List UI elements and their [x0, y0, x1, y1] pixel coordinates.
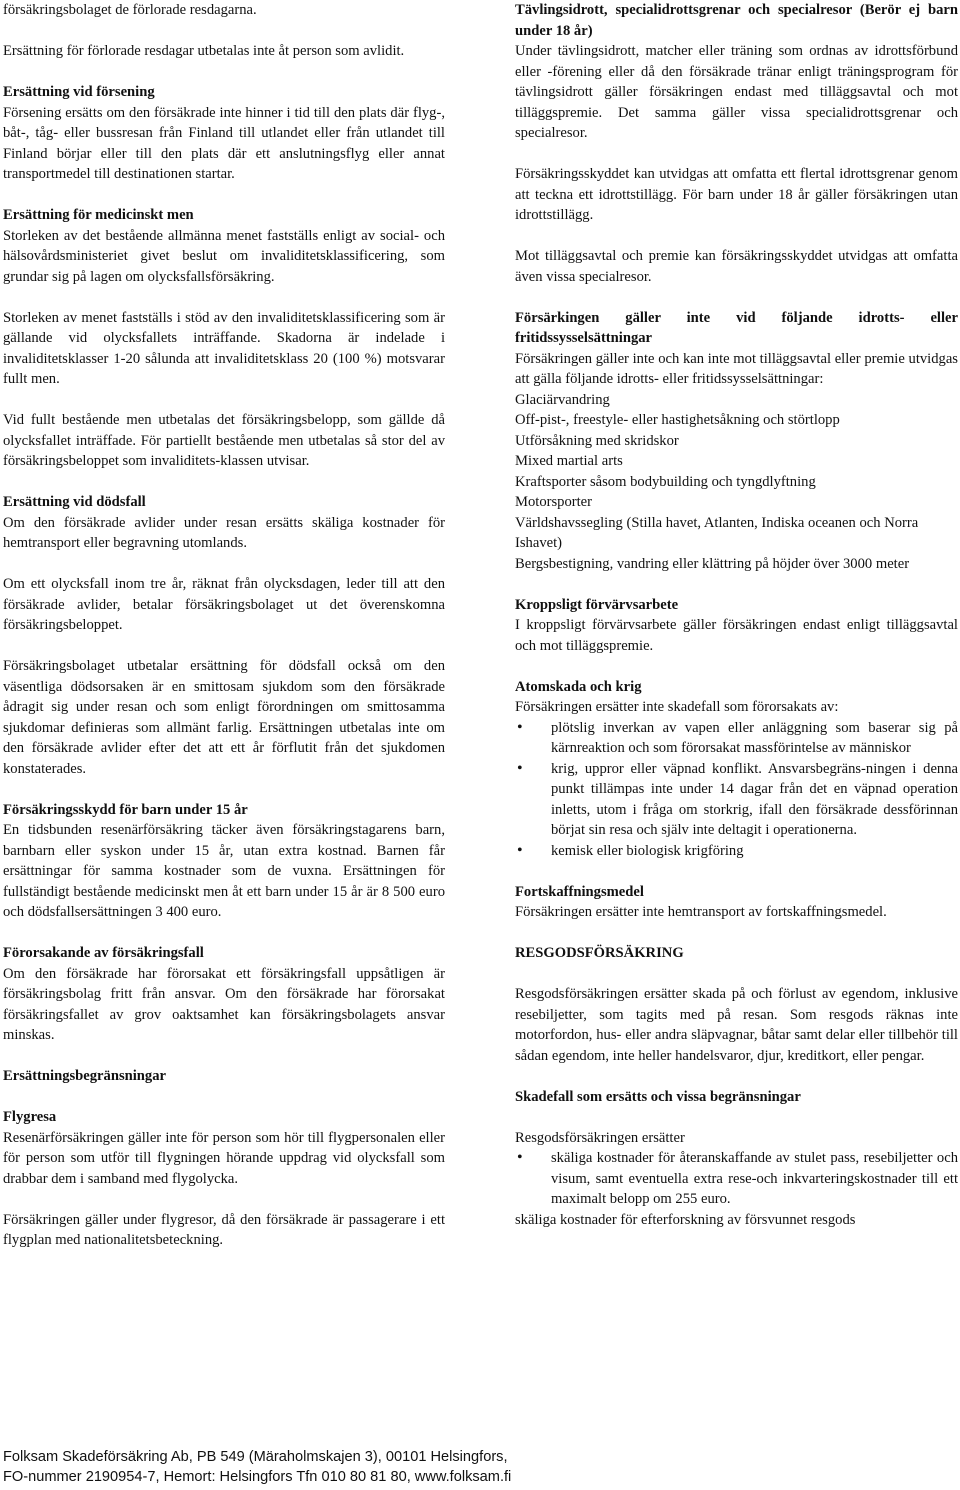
- list-item: • kemisk eller biologisk krigföring: [515, 841, 958, 862]
- flight-heading: Flygresa: [3, 1109, 57, 1125]
- list-item: Utförsåkning med skridskor: [515, 432, 679, 449]
- caused-section: [3, 943, 445, 1046]
- medical-paragraph-1: Storleken av det bestående allmänna menet fastställs enligt av social- och hälsovårdsministeriet givet beslut om invaliditetsklassificering, som grundar sig på lagen om olycksfallsförsäkring.: [3, 227, 445, 285]
- excluded-heading: Försärkingen gäller inte vid följande idrotts- eller fritidssysselsättningar: [515, 309, 958, 346]
- claims-list: [515, 1148, 958, 1210]
- nuclear-heading: Atomskada och krig: [515, 678, 642, 695]
- medical-heading: Ersättning för medicinskt men: [3, 207, 194, 223]
- death-section: [3, 492, 445, 779]
- physical-heading: Kroppsligt förvärvsarbete: [515, 596, 679, 613]
- flight-paragraph-1: Resenärförsäkringen gäller inte för person som hör till flygpersonalen eller för person som utför till flygningen hörande uppdrag vid olycksfall som drabbar dem i samband med flygolycka.: [3, 1129, 445, 1187]
- delay-heading: Ersättning vid försening: [3, 84, 155, 100]
- mobility-section: [515, 882, 958, 923]
- delay-section: [3, 82, 445, 185]
- death-paragraph-2: Om ett olycksfall inom tre år, räknat från olycksdagen, leder till att den försäkrade avlider, betalar försäkringsbolaget ut det överenskomna försäkringsbeloppet.: [3, 576, 445, 633]
- footer-line-1: Folksam Skadeförsäkring Ab, PB 549 (Märaholmskajen 3), 00101 Helsingfors,: [3, 1449, 508, 1465]
- mobility-text: Försäkringen ersätter inte hemtransport av fortskaffningsmedel.: [515, 904, 887, 920]
- nuclear-list: [515, 718, 958, 862]
- list-item: • plötslig inverkan av vapen eller anläggning som baserar sig på kärnreaktion och som förorsakat massförintelse av människor: [515, 718, 958, 759]
- nuclear-intro: Försäkringen ersätter inte skadefall som förorsakats av:: [515, 699, 839, 715]
- list-item: Kraftsporter såsom bodybuilding och tyngdlyftning: [515, 473, 816, 490]
- sports-heading: Tävlingsidrott, specialidrottsgrenar och specialresor (Berör ej barn under 18 år): [515, 2, 958, 39]
- caused-text: Om den försäkrade har förorsakat ett försäkringsfall uppsåtligen är försäkringsbolag fritt från ansvar. Om den försäkrade har förorsakat försäkringsfallet av grov oaktsamhet kan försäkringsbolagets ansvar minskas.: [3, 965, 445, 1043]
- mobility-heading: Fortskaffningsmedel: [515, 883, 644, 900]
- excluded-section: [515, 308, 958, 575]
- flight-section: [3, 1107, 445, 1251]
- caused-heading: Förorsakande av försäkringsfall: [3, 945, 204, 961]
- medical-paragraph-2: Storleken av menet fastställs i stöd av den invaliditetsklassificering som är gällande vid olycksfallets inträffande. Skadorna är indelade i invaliditetsklasser 1-20 sålunda att invaliditetsklass 20 (100 %) motsvarar fullt men.: [3, 309, 445, 387]
- children-text: En tidsbunden resenärförsäkring täcker även försäkringstagarens barn, barnbarn eller syskon under 15 år, utan extra kostnad. Barnen får ersättningar för samma kostnader som de vuxna. Ersättningen för fullständigt bestående medicinskt men åt ett barn under 15 år är 8 500 euro och dödsfallsersättningen 3 400 euro.: [3, 822, 445, 920]
- limits-heading: Ersättningsbegränsningar: [3, 1068, 166, 1084]
- excluded-intro: Försäkringen gäller inte och kan inte mot tilläggsavtal eller premie utvidgas att gälla följande idrotts- eller fritidssysselsättningar:: [515, 350, 958, 387]
- right-column: [515, 0, 958, 1230]
- sports-paragraph-3: Mot tilläggsavtal och premie kan försäkringsskyddet utvidgas att omfatta även vissa specialresor.: [515, 248, 958, 285]
- death-paragraph-3: Försäkringsbolaget utbetalar ersättning för dödsfall också om den väsentliga dödsorsaken är en smittosam sjukdom som den försäkrade ådragit sig under resan och som enligt förordningen om smittosamma sjukdomar definieras som allmänt farlig. Ersättningen utbetalas inte om den försäkrade avlider efter det att ett år förflutit från det sjukdomen konstaterades.: [3, 658, 445, 777]
- list-item: Off-pist-, freestyle- eller hastighetsåkning och störtlopp: [515, 412, 840, 428]
- list-item: Världshavssegling (Stilla havet, Atlanten, Indiska oceanen och Norra Ishavet): [515, 514, 919, 551]
- page-footer: [3, 1447, 703, 1487]
- flight-paragraph-2: Försäkringen gäller under flygresor, då den försäkrade är passagerare i ett flygplan med nationalitetsbeteckning.: [3, 1211, 445, 1248]
- death-heading: Ersättning vid dödsfall: [3, 494, 146, 510]
- left-column: [3, 0, 445, 1251]
- baggage-text: Resgodsförsäkringen ersätter skada på och förlust av egendom, inklusive resebiljetter, som tagits med på resan. Som resgods räknas inte motorfordon, hus- eller andra släpvagnar, båtar samt delar eller tillbehör till sådan egendom, inte heller handelsvaror, djur, kreditkort, eller pengar.: [515, 986, 958, 1064]
- baggage-heading: RESGODSFÖRSÄKRING: [515, 945, 684, 961]
- sports-paragraph-1: Under tävlingsidrott, matcher eller träning som ordnas av idrottsförbund eller -förening eller då den försäkrade tränar enligt träningsprogram för tävlingsidrott gäller försäkringen endast med tilläggsavtal och mot tilläggspremie. Det samma gäller vissa specialidrottsgrenar och specialresor.: [515, 43, 958, 141]
- children-heading: Försäkringsskydd för barn under 15 år: [3, 801, 248, 818]
- nuclear-section: [515, 677, 958, 862]
- physical-text: I kroppsligt förvärvsarbete gäller försäkringen endast enligt tilläggsavtal och mot tilläggspremie.: [515, 617, 958, 654]
- claims-section: [515, 1087, 958, 1231]
- delay-text: Försening ersätts om den försäkrade inte hinner i tid till den plats där flyg-, båt-, tåg- eller bussresan från Finland till utlandet eller från utlandet till Finland börjar eller till den plats där ett anslutningsflyg eller annat transportmedel till destinationen startar.: [3, 104, 445, 182]
- sports-section: [515, 0, 958, 287]
- intro-line-1: försäkringsbolaget de förlorade resdagarna.: [3, 2, 257, 18]
- footer-line-2: FO-nummer 2190954-7, Hemort: Helsingfors Tfn 010 80 81 80, www.folksam.fi: [3, 1469, 512, 1485]
- medical-paragraph-3: Vid fullt bestående men utbetalas det försäkringsbelopp, som gällde då olycksfallet inträffade. För partiellt bestående men utbetalas så stor del av försäkringsbeloppet som invaliditets-klassen utvisar.: [3, 412, 445, 469]
- list-item: Mixed martial arts: [515, 453, 623, 469]
- list-item: Bergsbestigning, vandring eller klättring på höjder över 3000 meter: [515, 555, 910, 572]
- intro-line-2: Ersättning för förlorade resdagar utbetalas inte åt person som avlidit.: [3, 43, 405, 59]
- medical-section: [3, 205, 445, 472]
- claims-intro: Resgodsförsäkringen ersätter: [515, 1129, 685, 1146]
- physical-section: [515, 595, 958, 657]
- list-item: Motorsporter: [515, 494, 593, 510]
- list-item: • krig, uppror eller väpnad konflikt. Ansvarsbegräns-ningen i denna punkt tillämpas inte under 14 dagar från det en väpnad operation inletts, utom i fråga om storkrig, ifall den försäkrade dessförinnan börjat sin resa och själv inte deltagit i operationerna.: [515, 759, 958, 841]
- excluded-list: [515, 390, 958, 575]
- claims-heading: Skadefall som ersätts och vissa begränsningar: [515, 1088, 801, 1105]
- children-section: [3, 800, 445, 923]
- sports-paragraph-2: Försäkringsskyddet kan utvidgas att omfatta ett flertal idrottsgrenar genom att teckna ett idrottstillägg. För barn under 18 år gäller försäkringen utan idrottstillägg.: [515, 166, 958, 223]
- death-paragraph-1: Om den försäkrade avlider under resan ersätts skäliga kostnader för hemtransport eller begravning utomlands.: [3, 514, 445, 551]
- list-item: Glaciärvandring: [515, 391, 610, 408]
- claims-trailing: skäliga kostnader för efterforskning av försvunnet resgods: [515, 1211, 856, 1228]
- list-item: • skäliga kostnader för återanskaffande av stulet pass, resebiljetter och visum, samt eventuella extra rese-och inkvarteringskostnader till ett maximalt belopp om 255 euro.: [515, 1148, 958, 1210]
